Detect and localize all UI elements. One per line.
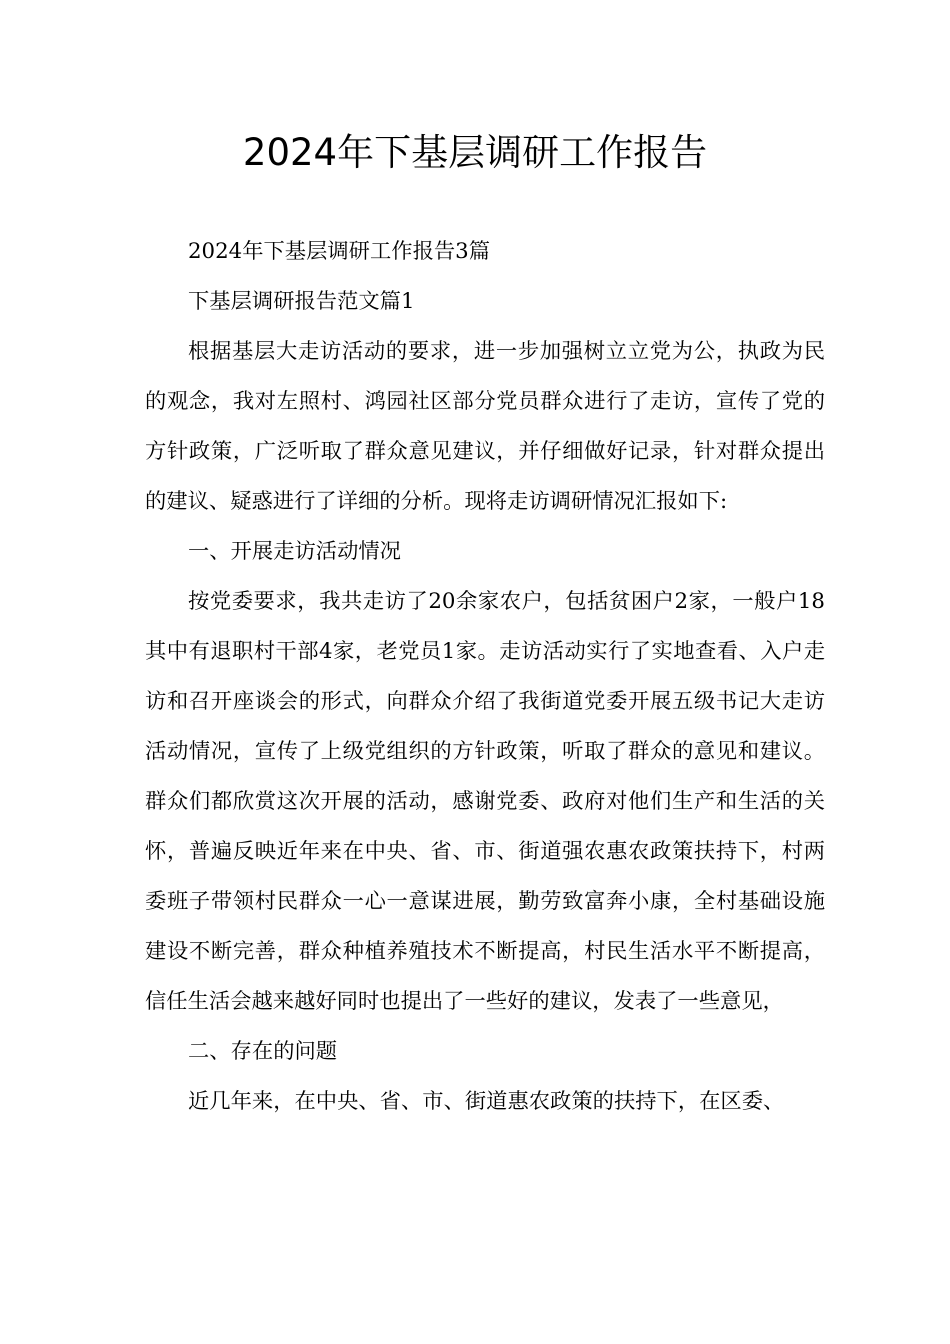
document-body [145,227,825,1127]
paragraph-subtitle: 2024年下基层调研工作报告3篇 [188,239,491,264]
paragraph-section-heading: 下基层调研报告范文篇1 [188,289,415,314]
paragraph-intro: 根据基层大走访活动的要求，进一步加强树立立党为公，执政为民的观念，我对左照村、鸿园社区部分党员群众进行了走访，宣传了党的方针政策，广泛听取了群众意见建议，并仔细做好记录，针对群众提出的建议、疑惑进行了详细的分析。现将走访调研情况汇报如下: [145,339,825,514]
paragraph-visit-details: 按党委要求，我共走访了20余家农户，包括贫困户2家，一般户18其中有退职村干部4家，老党员1家。走访活动实行了实地查看、入户走访和召开座谈会的形式，向群众介绍了我街道党委开展五级书记大走访活动情况，宣传了上级党组织的方针政策，听取了群众的意见和建议。群众们都欣赏这次开展的活动，感谢党委、政府对他们生产和生活的关怀，普遍反映近年来在中央、省、市、街道强农惠农政策扶持下，村两委班子带领村民群众一心一意谋进展，勤劳致富奔小康，全村基础设施建设不断完善，群众种植养殖技术不断提高，村民生活水平不断提高，信任生活会越来越好同时也提出了一些好的建议，发表了一些意见， [145,589,825,1014]
document-title: 2024年下基层调研工作报告 [242,131,708,174]
paragraph-problems-start: 近几年来，在中央、省、市、街道惠农政策的扶持下，在区委、 [188,1089,785,1114]
paragraph-heading-2: 二、存在的问题 [188,1039,338,1064]
paragraph-heading-1: 一、开展走访活动情况 [188,539,401,564]
